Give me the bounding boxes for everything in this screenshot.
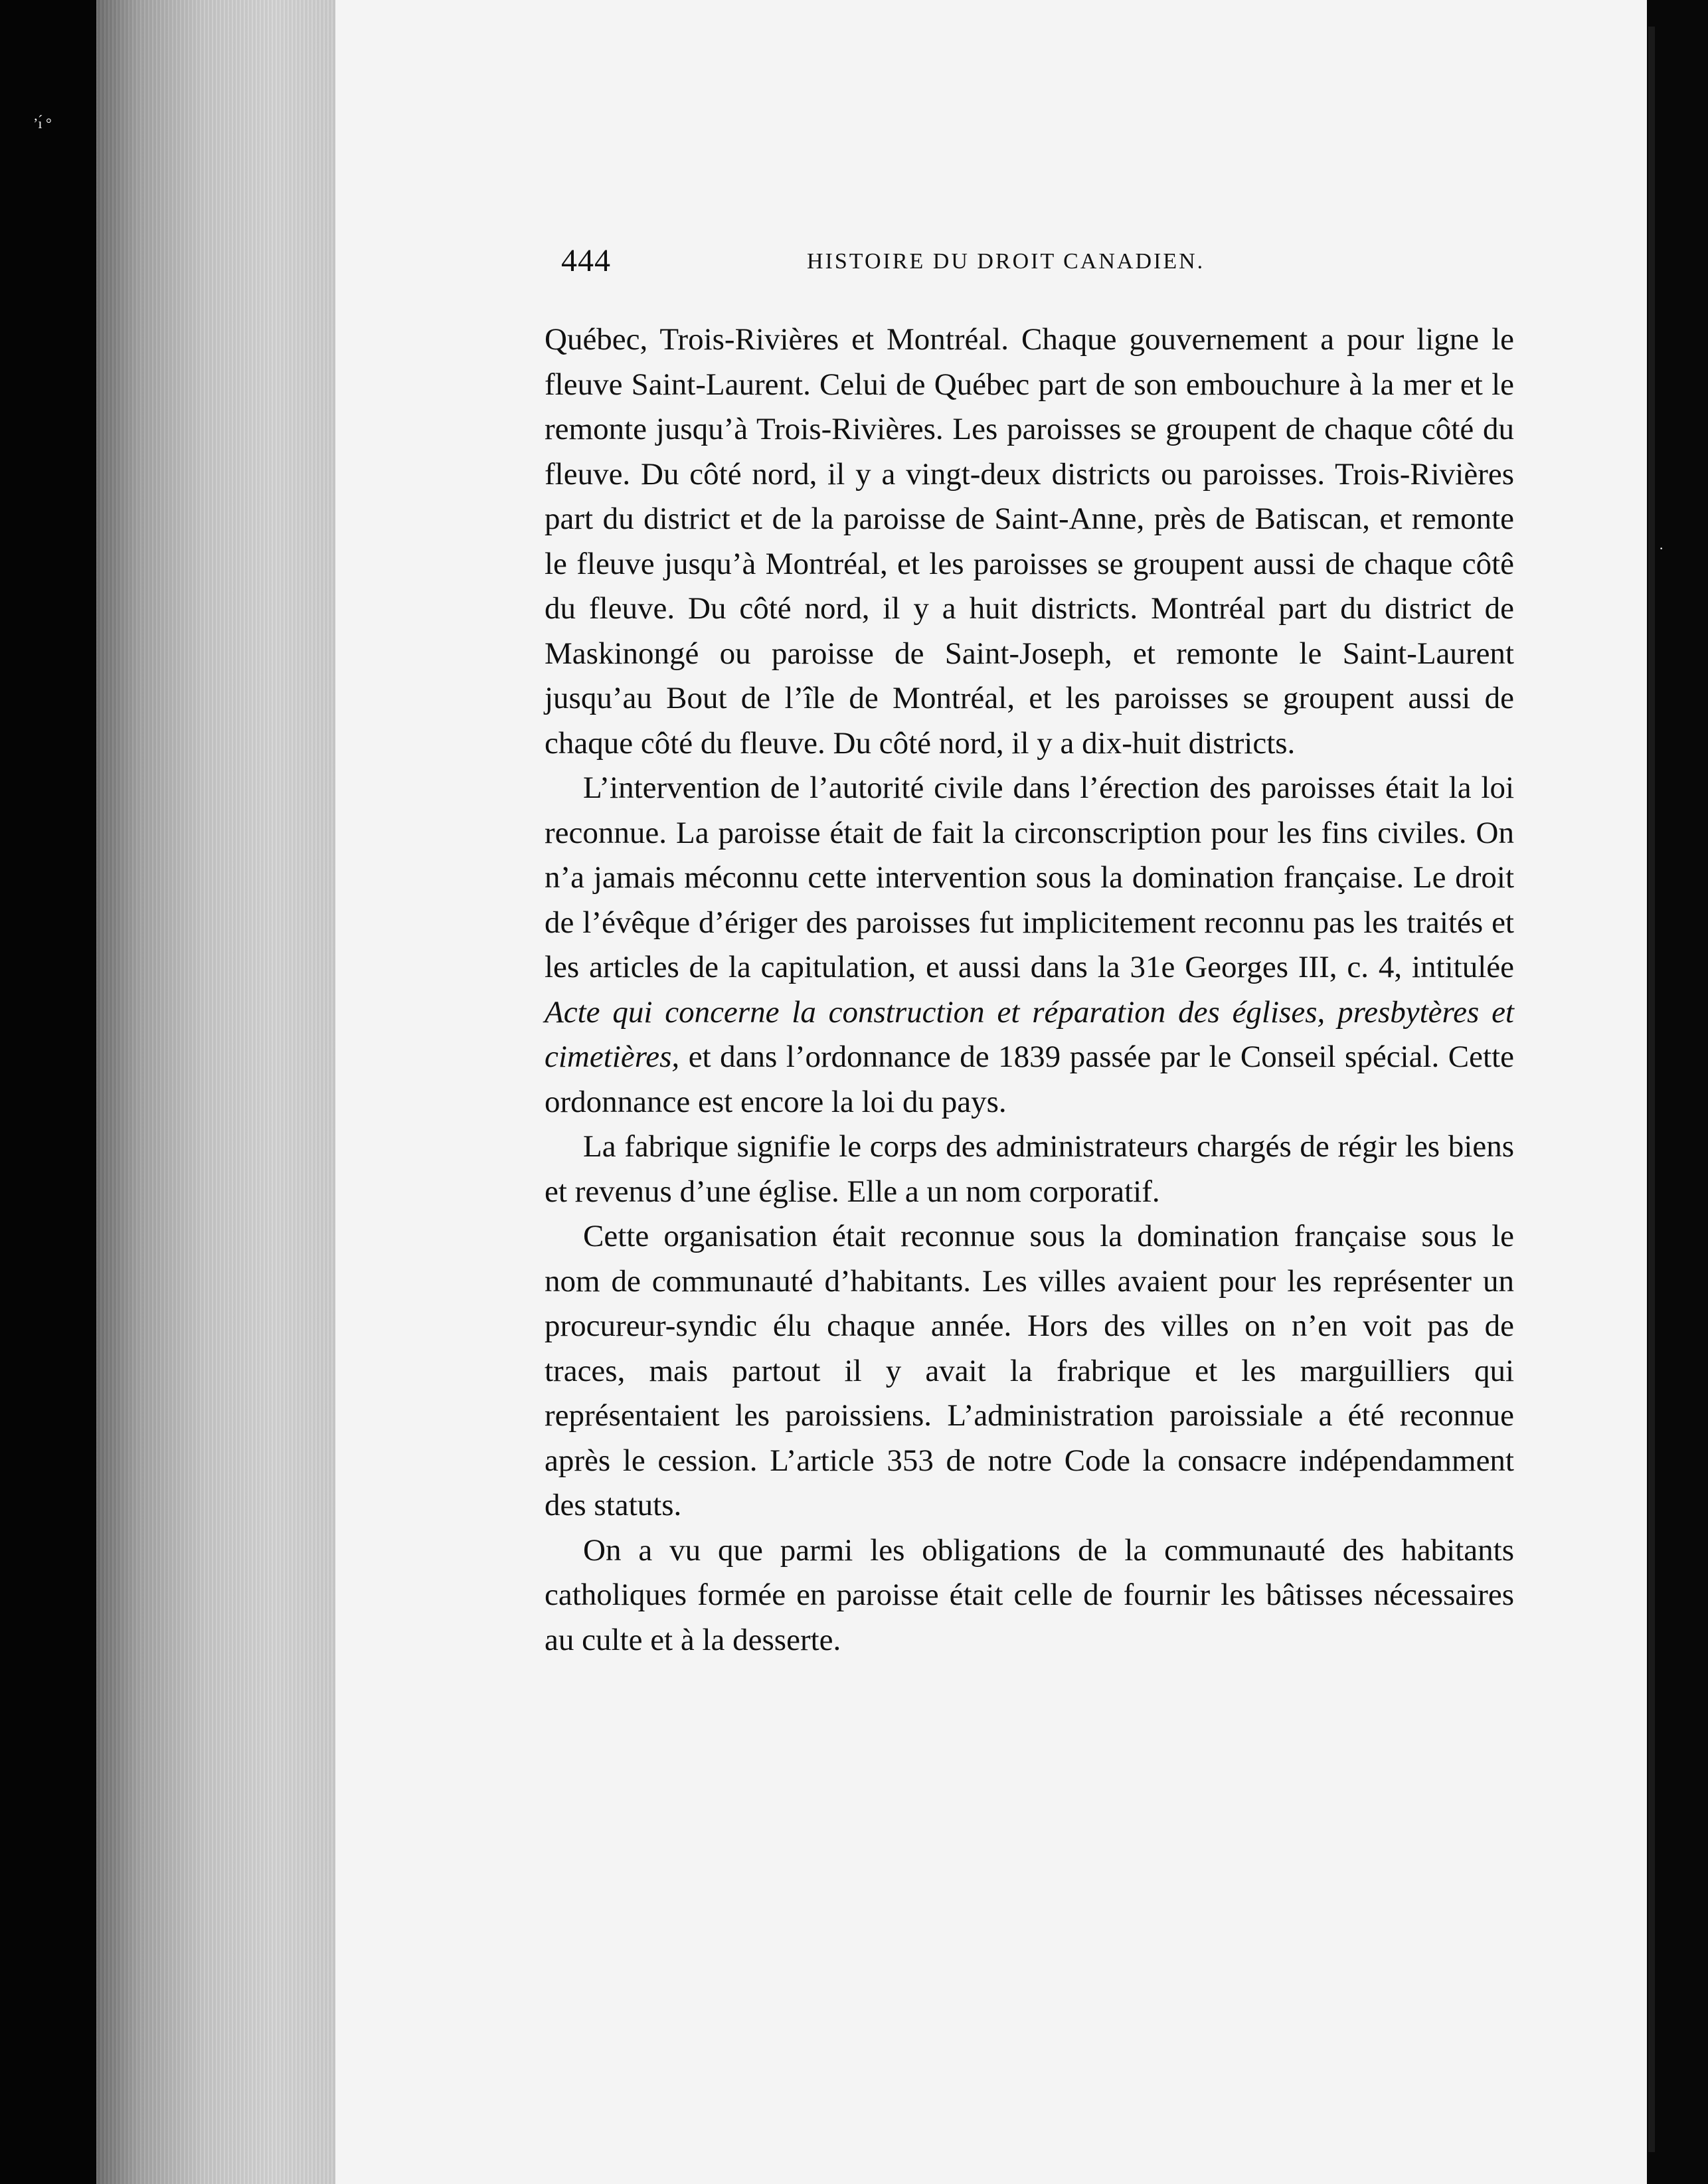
page-header: [561, 242, 1272, 282]
paragraph-2-start: L’intervention de l’autorité civile dans l’érection des paroisses était la loi reconnue. La paroisse était de fait la circonscription pour les fins civiles. On n’a jamais méconnu cette intervention sous la domination française. Le droit de l’évêque d’ériger des paroisses fut implicitement reconnu pas les traités et les articles de la capitulation, et aussi dans la 31e Georges III, c. 4, intitulée: [545, 771, 1514, 984]
paragraph-1: Québec, Trois-Rivières et Montréal. Chaque gouvernement a pour ligne le fleuve Saint-Laurent. Celui de Québec part de son embouchure à la mer et le remonte jusqu’à Trois-Rivières. Les paroisses se groupent de chaque côté du fleuve. Du côté nord, il y a vingt-deux districts ou paroisses. Trois-Rivières part du district et de la paroisse de Saint-Anne, près de Batiscan, et remonte le fleuve jusqu’à Montréal, et les paroisses se groupent aussi de chaque côtê du fleuve. Du côté nord, il y a huit districts. Montréal part du district de Maskinongé ou paroisse de Saint-Joseph, et remonte le Saint-Laurent jusqu’au Bout de l’île de Montréal, et les paroisses se groupent aussi de chaque côté du fleuve. Du côté nord, il y a dix-huit districts.: [545, 322, 1514, 761]
running-head: HISTOIRE DU DROIT CANADIEN.: [807, 249, 1205, 274]
book-page-edges: [96, 0, 335, 2184]
paragraph-4: Cette organisation était reconnue sous la domination française sous le nom de communauté d’habitants. Les villes avaient pour les représenter un procureur-syndic élu chaque année. Hors des villes on n’en voit pas de traces, mais partout il y avait la frabrique et les marguilliers qui représentaient les paroissiens. L’administration paroissiale a été reconnue après le cession. L’article 353 de notre Code la consacre indépendamment des statuts.: [545, 1219, 1514, 1522]
paragraph-5: On a vu que parmi les obligations de la communauté des habitants catholiques formée en paroisse était celle de fournir les bâtisses nécessaires au culte et à la desserte.: [545, 1532, 1514, 1657]
paragraph-3: La fabrique signifie le corps des administrateurs chargés de régir les biens et revenus d’une église. Elle a un nom corporatif.: [545, 1129, 1514, 1209]
paragraph-2-end: et dans l’ordonnance de 1839 passée par le Conseil spécial. Cette ordonnance est encore la loi du pays.: [545, 1040, 1514, 1119]
margin-mark: ’ı́ °: [33, 115, 52, 132]
page-binding-edge: [1648, 27, 1655, 2152]
margin-dot: ·: [1659, 540, 1664, 557]
page-number: 444: [561, 243, 611, 278]
scan-right-border: [1647, 0, 1708, 2184]
scan-left-border: [0, 0, 96, 2184]
body-text: [545, 318, 1514, 1663]
act-title: Acte qui concerne la construction et réparation des églises, presbytères et cimetières,: [545, 994, 1514, 1074]
paragraph-2: [545, 766, 1514, 1125]
